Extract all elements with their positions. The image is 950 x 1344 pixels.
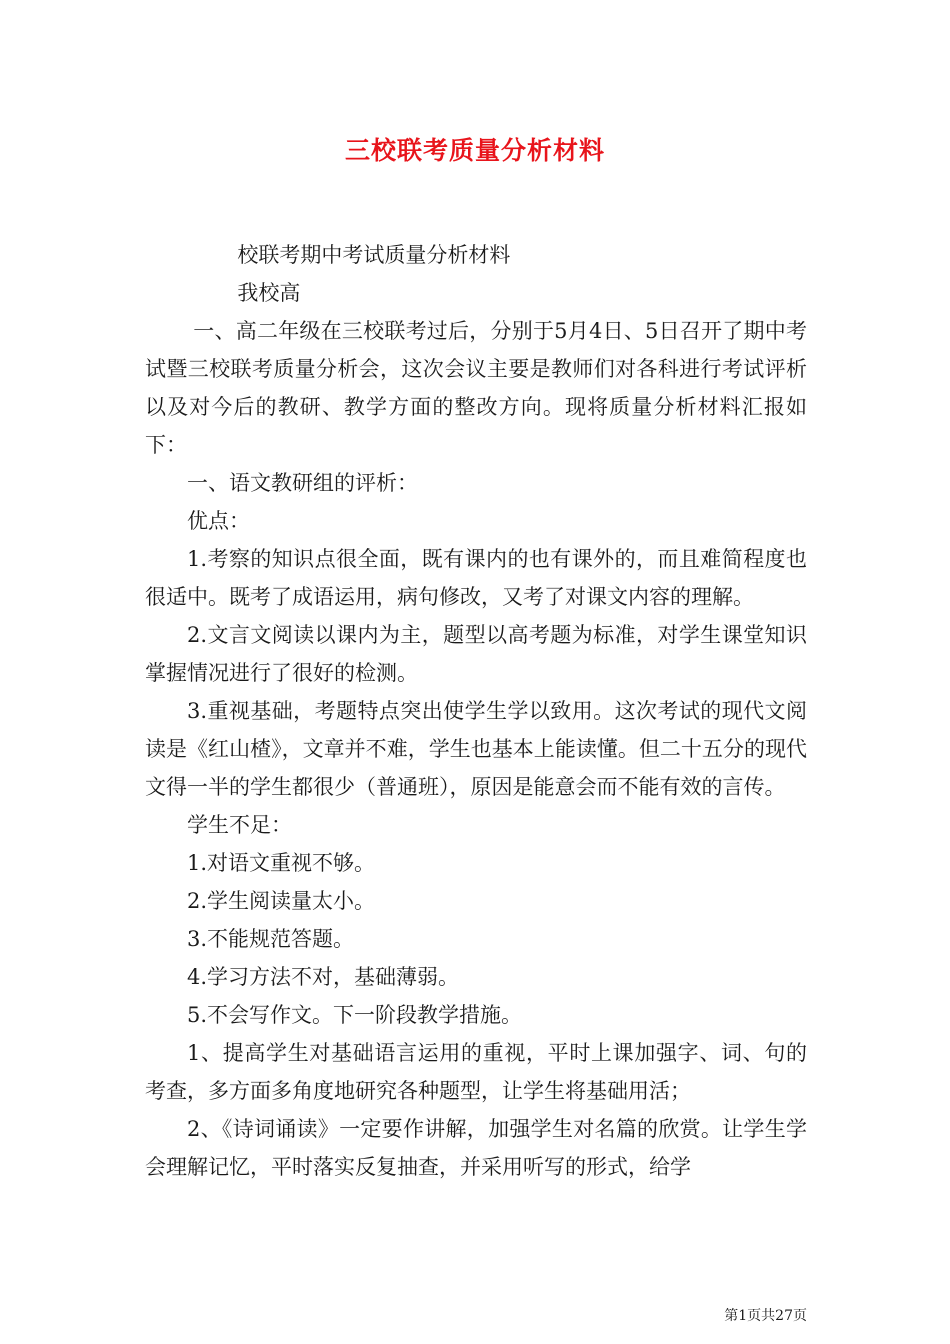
- paragraph-weakness-1: 1.对语文重视不够。: [187, 851, 376, 875]
- paragraph-strength-1: 1.考察的知识点很全面，既有课内的也有课外的，而且难简程度也很适中。既考了成语运用，病句修改，又考了对课文内容的理解。: [145, 547, 807, 609]
- document-body: [145, 236, 807, 1186]
- paragraph-weakness-5: 5.不会写作文。下一阶段教学措施。: [187, 1003, 523, 1027]
- paragraph-section-heading: 一、语文教研组的评析：: [187, 471, 418, 495]
- paragraph-strengths-heading: 优点：: [187, 509, 250, 533]
- paragraph-strength-3: 3.重视基础，考题特点突出使学生学以致用。这次考试的现代文阅读是《红山楂》，文章并不难，学生也基本上能读懂。但二十五分的现代文得一半的学生都很少（普通班），原因是能意会而不能有效的言传。: [145, 699, 807, 799]
- paragraph-measure-1: 1、提高学生对基础语言运用的重视，平时上课加强字、词、句的考查，多方面多角度地研究各种题型，让学生将基础用活；: [145, 1041, 807, 1103]
- paragraph-weakness-2: 2.学生阅读量太小。: [187, 889, 376, 913]
- paragraph-subtitle: 校联考期中考试质量分析材料: [237, 243, 511, 267]
- paragraph-strength-2: 2.文言文阅读以课内为主，题型以高考题为标准，对学生课堂知识掌握情况进行了很好的检测。: [145, 623, 807, 685]
- page-number: 第1页共27页: [724, 1308, 807, 1324]
- paragraph-intro: 一、高二年级在三校联考过后，分别于5月4日、5日召开了期中考试暨三校联考质量分析会，这次会议主要是教师们对各科进行考试评析以及对今后的教研、教学方面的整改方向。现将质量分析材料汇报如下：: [145, 319, 807, 457]
- paragraph-measure-2: 2、《诗词诵读》一定要作讲解，加强学生对名篇的欣赏。让学生学会理解记忆，平时落实反复抽查，并采用听写的形式，给学: [145, 1117, 807, 1179]
- paragraph-weakness-3: 3.不能规范答题。: [187, 927, 355, 951]
- paragraph-school: 我校高: [237, 281, 301, 305]
- paragraph-weakness-heading: 学生不足：: [187, 813, 292, 837]
- paragraph-weakness-4: 4.学习方法不对，基础薄弱。: [187, 965, 460, 989]
- document-title: 三校联考质量分析材料: [344, 136, 605, 165]
